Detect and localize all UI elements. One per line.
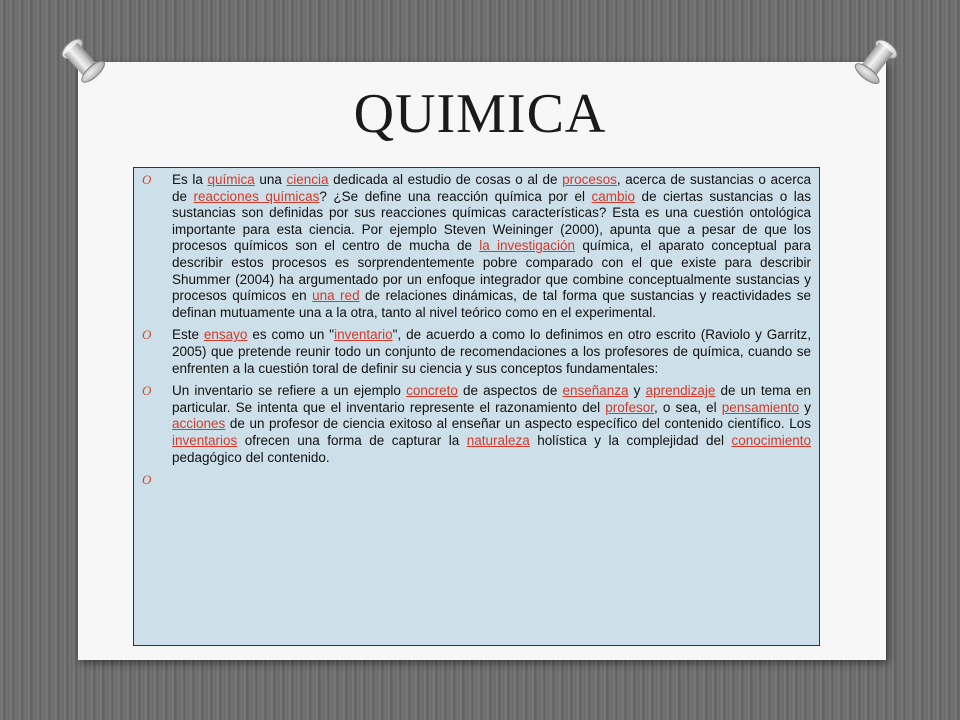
paragraph-text: de relaciones dinámicas, de tal forma que sustancias y reactividades se definan mutuamente una a la otra, tanto al nivel teórico como en el experimental. (172, 288, 811, 320)
bullet-item (134, 327, 819, 377)
paragraph-text: y (799, 399, 811, 415)
hyperlink[interactable]: inventarios (172, 432, 238, 448)
paragraph-text: , acerca de sustancias o acerca de (172, 172, 811, 204)
hyperlink[interactable]: acciones (172, 416, 226, 432)
paragraph-text: pedagógico del contenido. (172, 449, 330, 465)
paragraph-text: de ciertas sustancias o las sustancias son definidas por sus reacciones químicas características? Esta es una cuestión ontológica importante para esta ciencia. Por ejemplo Steven Weininger (2000), apunta que a pesar de que los procesos químicos son el centro de mucha de (172, 188, 811, 254)
paragraph-text: es como un " (247, 327, 335, 343)
bullet-marker-icon: O (142, 172, 152, 187)
hyperlink[interactable]: reacciones químicas (193, 188, 320, 204)
paragraph-text: dedicada al estudio de cosas o al de (328, 172, 563, 187)
hyperlink[interactable]: la investigación (479, 238, 576, 254)
paragraph-text: de aspectos de (457, 383, 563, 399)
paragraph-text: y (628, 383, 646, 399)
hyperlink[interactable]: química (207, 172, 255, 187)
hyperlink[interactable]: ensayo (203, 327, 248, 343)
paragraph-text: Un inventario se refiere a un ejemplo (172, 383, 407, 399)
bullet-list (134, 168, 819, 490)
hyperlink[interactable]: ciencia (286, 172, 329, 187)
paragraph-text: Es la (172, 172, 208, 187)
paragraph-text: ? ¿Se define una reacción química por el (319, 188, 592, 204)
hyperlink[interactable]: pensamiento (721, 399, 800, 415)
bullet-item (134, 472, 819, 490)
bullet-marker-icon: O (142, 472, 152, 488)
hyperlink[interactable]: enseñanza (562, 383, 629, 399)
paragraph-text: holística y la complejidad del (529, 432, 732, 448)
hyperlink[interactable]: conocimiento (731, 432, 811, 448)
bullet-item (134, 168, 819, 321)
slide-title: QUIMICA (353, 83, 607, 145)
hyperlink[interactable]: naturaleza (466, 432, 530, 448)
paragraph-text: ofrecen una forma de capturar la (237, 432, 467, 448)
paragraph-text: de un tema en particular. Se intenta que el inventario represente el razonamiento del (172, 383, 811, 415)
content-placeholder[interactable] (133, 167, 820, 646)
paragraph-text: ", de acuerdo a como lo definimos en otro escrito (Raviolo y Garritz, 2005) que pretende reunir todo un conjunto de recomendaciones a los profesores de química, cuando se enfrenten a la cuestión toral de definir su ciencia y sus conceptos fundamentales: (172, 327, 812, 376)
hyperlink[interactable]: concreto (406, 383, 458, 399)
bullet-marker-icon: O (142, 383, 152, 399)
hyperlink[interactable]: procesos (562, 172, 617, 187)
bullet-item (134, 383, 819, 466)
hyperlink[interactable]: inventario (334, 327, 393, 343)
hyperlink[interactable]: profesor (605, 399, 655, 415)
hyperlink[interactable]: aprendizaje (645, 383, 716, 399)
paragraph-text: química, el aparato conceptual para describir estos procesos es sorprendentemente pobre comparado con el que existe para describir Shummer (2004) ha argumentado por un enfoque integrador que combine conceptualmente sustancias y procesos químicos en (172, 238, 811, 304)
paragraph-text: , o sea, el (654, 399, 722, 415)
hyperlink[interactable]: cambio (591, 188, 636, 204)
hyperlink[interactable]: una red (312, 288, 360, 304)
paragraph-text: Este (172, 327, 204, 343)
paragraph-text: de un profesor de ciencia exitoso al enseñar un aspecto específico del contenido científico. Los (225, 416, 811, 432)
paragraph-text: una (254, 172, 287, 187)
bullet-marker-icon: O (142, 327, 152, 343)
